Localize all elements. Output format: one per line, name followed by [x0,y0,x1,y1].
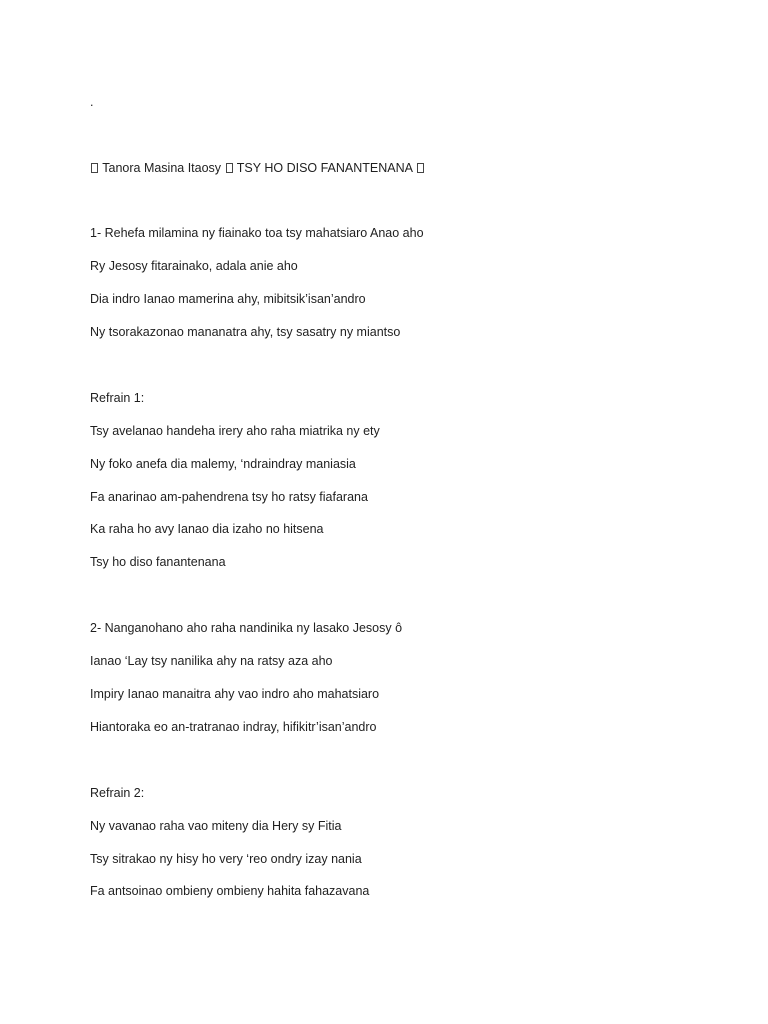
refrain-1-line-1: Tsy avelanao handeha irery aho raha miatrika ny ety [90,424,380,438]
verse-1-line-4: Ny tsorakazonao mananatra ahy, tsy sasatry ny miantso [90,325,401,339]
leading-dot: . [90,95,94,109]
refrain-2-line-2: Tsy sitrakao ny hisy ho very ‘reo ondry izay nania [90,852,362,866]
verse-2-line-1: 2- Nanganohano aho raha nandinika ny lasako Jesosy ô [90,621,403,635]
missing-glyph-icon [417,163,424,173]
missing-glyph-icon [226,163,233,173]
refrain-1-line-2: Ny foko anefa dia malemy, ‘ndraindray maniasia [90,457,356,471]
verse-1-line-3: Dia indro Ianao mamerina ahy, mibitsik’isan’andro [90,292,366,306]
verse-2-line-4: Hiantoraka eo an-tratranao indray, hifikitr’isan’andro [90,720,377,734]
refrain-1-line-3: Fa anarinao am-pahendrena tsy ho ratsy fiafarana [90,490,368,504]
refrain-1-line-5: Tsy ho diso fanantenana [90,555,226,569]
verse-1-line-2: Ry Jesosy fitarainako, adala anie aho [90,259,298,273]
title-part-2: TSY HO DISO FANANTENANA [236,161,413,175]
refrain-2-line-1: Ny vavanao raha vao miteny dia Hery sy Fitia [90,819,342,833]
refrain-1-line-4: Ka raha ho avy Ianao dia izaho no hitsena [90,522,324,536]
verse-2-line-3: Impiry Ianao manaitra ahy vao indro aho mahatsiaro [90,687,380,701]
refrain-2-line-3: Fa antsoinao ombieny ombieny hahita fahazavana [90,884,370,898]
title-part-1: Tanora Masina Itaosy [102,161,222,175]
refrain-1-heading: Refrain 1: [90,391,145,405]
missing-glyph-icon [91,163,98,173]
verse-2-line-2: Ianao ‘Lay tsy nanilika ahy na ratsy aza aho [90,654,333,668]
refrain-2-heading: Refrain 2: [90,786,145,800]
verse-1-line-1: 1- Rehefa milamina ny fiainako toa tsy mahatsiaro Anao aho [90,226,424,240]
song-title [90,160,425,176]
